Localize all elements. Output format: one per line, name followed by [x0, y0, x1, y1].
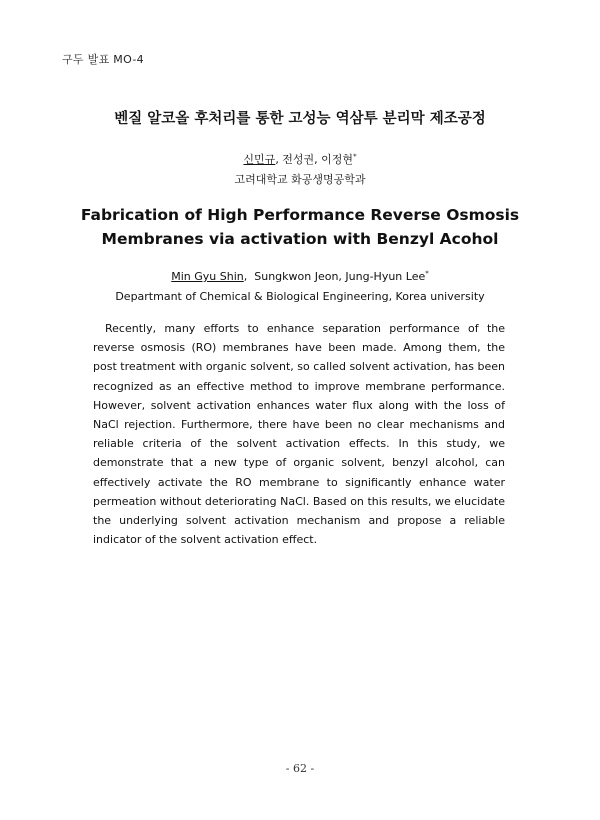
english-title-line-2: Membranes via activation with Benzyl Acohol	[101, 230, 499, 248]
korean-affiliation: 고려대학교 화공생명공학과	[234, 173, 366, 186]
english-presenter-name: Min Gyu Shin	[171, 270, 244, 283]
english-coauthor-names: , Sungkwon Jeon, Jung-Hyun Lee	[243, 270, 426, 283]
session-tag: 구두 발표 MO-4	[62, 53, 144, 66]
english-title-line-1: Fabrication of High Performance Reverse Osmosis	[80, 206, 520, 224]
korean-corresponding-mark: *	[353, 152, 357, 161]
english-title	[0, 203, 600, 251]
korean-presenter-name: 신민규	[243, 153, 276, 166]
abstract-body: Recently, many efforts to enhance separation performance of the reverse osmosis (RO) membranes have been made. Among them, the post treatment with organic solvent, so called solvent activation, has been recognized as an effective method to improve membrane performance. However, solvent activation enhances water flux along with the loss of NaCl rejection. Furthermore, there have been no clear mechanisms and reliable criteria of the solvent activation effects. In this study, we demonstrate that a new type of organic solvent, benzyl alcohol, can effectively activate the RO membrane to significantly enhance water permeation without deteriorating NaCl. Based on this results, we elucidate the underlying solvent activation mechanism and propose a reliable indicator of the solvent activation effect.	[93, 322, 505, 547]
korean-title: 벤질 알코올 후처리를 통한 고성능 역삼투 분리막 제조공정	[114, 111, 486, 127]
english-affiliation: Departmant of Chemical & Biological Engineering, Korea university	[115, 290, 485, 303]
korean-coauthor-names: , 전성권, 이정현	[275, 153, 354, 166]
korean-authors	[0, 151, 600, 167]
page-number: - 62 -	[285, 762, 315, 775]
english-corresponding-mark: *	[425, 269, 429, 278]
english-authors	[0, 270, 600, 283]
